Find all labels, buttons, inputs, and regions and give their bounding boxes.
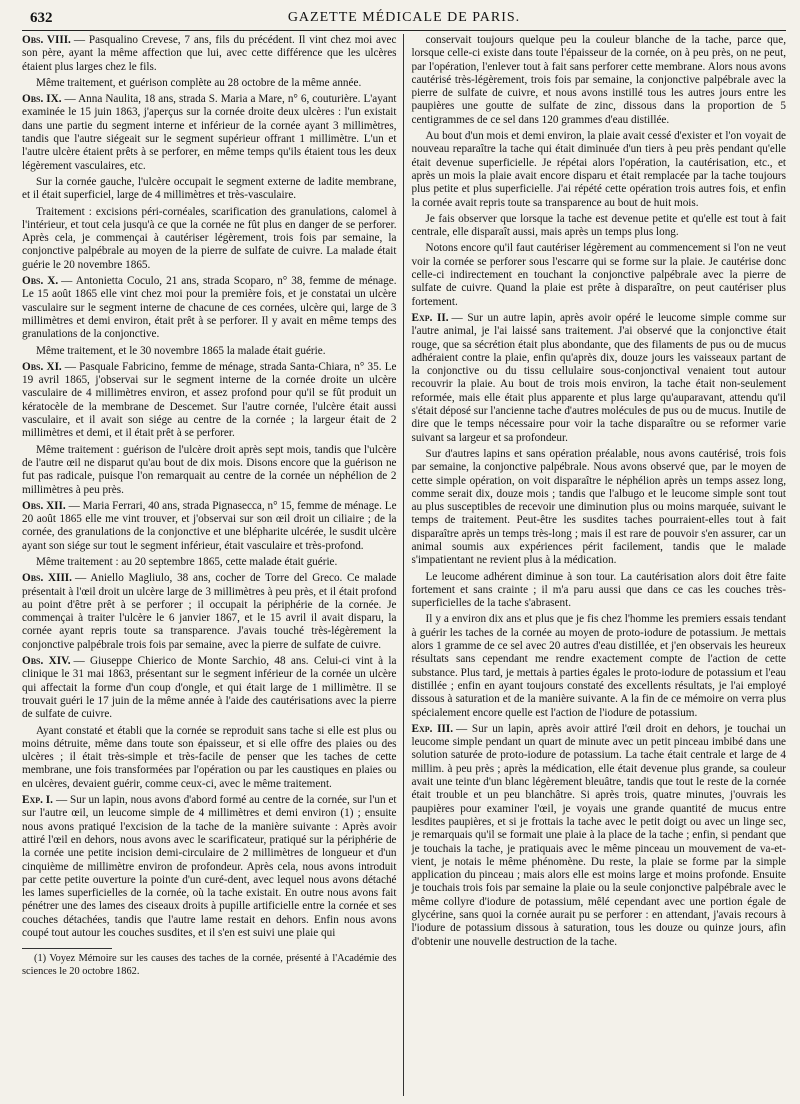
body-paragraph bbox=[412, 613, 787, 719]
paragraph-text: Sur d'autres lapins et sans opération préalable, nous avons cautérisé, trois fois par semaine, la conjonctive palpébrale. Nous avons observé que, par le moyen de cette simple opération, on voit disparaître le néphélion après un temps assez long, comme serait dix, douze mois ; tandis que l'albugo et le leucome simple sont tout au plus susceptibles de recevoir une diminution plus ou moins marquée, suivant le temps de traitement. Peut-être les susdites taches pourraient-elles tout à fait disparaître après un temps très-long ; mais il est rare de pouvoir s'en assurer, car un animal soumis aux expériences périt facilement, tandis que le malade s'impatientant ne revient plus à la médication. bbox=[411, 447, 787, 567]
observation-paragraph bbox=[22, 500, 397, 553]
paragraph-label: Obs. VIII. bbox=[22, 34, 71, 46]
paragraph-text: Je fais observer que lorsque la tache est devenue petite et qu'elle est tout à fait centrale, elle disparaît aussi, mais après un temps plus long. bbox=[411, 212, 787, 239]
body-paragraph bbox=[22, 556, 397, 569]
experiment-paragraph bbox=[22, 794, 397, 940]
paragraph-text: — Sur un lapin, nous avons d'abord formé au centre de la cornée, sur l'un et sur l'autre œil, un leucome simple de 4 millimètres et demi environ (1) ; ensuite nous avons pratiqué l'excision de la tache de la manière suivante : Après avoir attiré l'œil en dehors, nous avons avec le scarificateur, pratiqué sur la périphérie de la cornée une petite incision demi-circulaire de 2 millimètres de longueur et d'un cinquième de millimètre environ de profondeur. Après cela, nous avons introduit par cette petite ouverture la pointe d'un curé-dent, avec lequel nous avons détaché les lames superficielles de la cornée, où la tache existait. En outre nous avons fait pénétrer une des lames des ciseaux droits à pupille artificielle entre la cornée et ses couches détachées, tandis que l'autre lame restait en dehors. Enfin nous avons coupé tout autour les couches susdites, et il s'en est suivi une plaie qui bbox=[22, 794, 397, 939]
paragraph-text: — Aniello Magliulo, 38 ans, cocher de Torre del Greco. Ce malade présentait à l'œil droit un ulcère large de 3 millimètres à peu près, et il était profond au point d'être prêt à se perforer ; il occupait la périphérie de la cornée. Je commençai à traiter l'ulcère le 6 janvier 1867, et le 15 avril il avait disparu, la cornée ayant repris toute sa transparence. J'avais touché très-légèrement la conjonctive palpébrale trois fois par semaine, avec la pierre de sulfate de cuivre. bbox=[22, 572, 397, 651]
body-paragraph bbox=[22, 345, 397, 358]
paragraph-label: Obs. XIV. bbox=[22, 655, 71, 668]
paragraph-text: Notons encore qu'il faut cautériser légèrement au commencement si l'on ne veut voir la cornée se perforer sous l'escarre qui se forme sur la plaie. Je cautérise donc celle-ci indirectement en touchant la conjonctive palpébrale avec la pierre de sulfate de cuivre. Quand la plaie est prête à disparaître, on peut cautériser plus fortement. bbox=[411, 242, 787, 308]
paragraph-text: Il y a environ dix ans et plus que je fis chez l'homme les premiers essais tendant à guérir les taches de la cornée au moyen de proto-iodure de potassium. Je mettais alors 1 gramme de ce sel avec 20 autres d'eau distillée, et j'en observais les heureux résultats sans cependant me rendre exactement compte de l'action de cette substance. Plus tard, je mettais à parties égales le proto-iodure de potassium et l'eau distillée ; enfin en ayant toujours constaté des excellents résultats, je l'ai employé dissous à saturation et de la manière suivante. A la fin de ce mémoire on verra plus spécialement encore quelle est l'action de l'iodure de potassium. bbox=[411, 613, 787, 719]
observation-paragraph bbox=[22, 275, 397, 341]
paragraph-label: Obs. XI. bbox=[22, 360, 62, 373]
paragraph-text: — Antonietta Coculo, 21 ans, strada Scoparo, n° 38, femme de ménage. Le 15 août 1865 elle vint chez moi pour la première fois, et je constatai un ulcère vasculaire sur le segment interne de chacune de ces cornées, ulcère qui, large de 3 millimètres et demi environ, était prêt à se perforer. Il y avait en même temps des granulations de la conjonctive. bbox=[22, 275, 397, 341]
observation-paragraph bbox=[22, 93, 397, 173]
paragraph-text: Sur la cornée gauche, l'ulcère occupait le segment externe de ladite membrane, et il était superficiel, large de 4 millimètres et très-vasculaire. bbox=[22, 175, 397, 202]
paragraph-text: Traitement : excisions péri-cornéales, scarification des granulations, calomel à l'intérieur, et tout cela jusqu'à ce que la cornée ne fût plus en danger de se perforer. Après cela, je commençai à cautériser légèrement, trois fois par semaine, la conjonctive palpébrale au moyen de la pierre de sulfate de cuivre. La malade était guérie le 20 novembre 1865. bbox=[22, 205, 397, 271]
paragraph-text: — Sur un lapin, après avoir attiré l'œil droit en dehors, je touchai un leucome simple pendant un quart de minute avec un petit pinceau imbibé dans une solution saturée de proto-iodure de potassium. La tache était centrale et large de 4 millim. à peu près ; après la médication, elle était devenue plus grande, sa couleur avait une teinte d'un blanc légèrement bleuâtre, tandis que tout le reste de la cornée était trouble et un peu blanchâtre. Si après trois, quatre minutes, j'ouvrais les paupières pour examiner l'œil, je voyais une grande quantité de mucus entre lesdites paupières, et si je frottais la tache avec le petit doigt ou avec un linge sec, je remarquais qu'il se formait une plaie à la place de la tache ; enfin, si pendant que je touchais la tache, je pratiquais avec le même pinceau un mouvement de va-et-vient, je notais le même phénomène. Du reste, la plaie se forme par la simple application du pinceau ; mais alors elle est moins large et moins profonde. Ensuite je touchais trois fois par semaine la plaie ou la seule conjonctive palpébrale avec le même collyre d'iodure de potassium, mêlé cependant avec une portion égale de glycérine, sans quoi la cornée aurait pu se perforer : en attendant, j'avais recours à l'iodure de potassium dissous à saturation, tous les douze ou quinze jours, afin d'obtenir une nouvelle destruction de la tache. bbox=[411, 722, 787, 948]
paragraph-label: Obs. IX. bbox=[22, 93, 62, 106]
body-paragraph bbox=[22, 444, 397, 497]
paragraph-label: Exp. I. bbox=[22, 794, 53, 807]
body-paragraph bbox=[412, 34, 787, 127]
body-paragraph bbox=[22, 77, 397, 90]
right-column bbox=[404, 34, 787, 1096]
footnote: (1) Voyez Mémoire sur les causes des taches de la cornée, présenté à l'Académie des sciences le 20 octobre 1862. bbox=[22, 953, 397, 977]
body-paragraph bbox=[22, 206, 397, 272]
paragraph-text: Ayant constaté et établi que la cornée se reproduit sans tache si elle est plus ou moins détruite, même dans toute son épaisseur, et si elle offre des plaies ou des ulcères ; il était très-simple et très-facile de penser que les taches de cette membrane, une fois transformées par l'opération ou par les caustiques en plaies ou en ulcères, devaient guérir, comme ceux-ci, avec le même traitement. bbox=[22, 724, 397, 790]
running-title: GAZETTE MÉDICALE DE PARIS. bbox=[287, 10, 521, 25]
observation-paragraph bbox=[22, 572, 397, 652]
paragraph-text: — Anna Naulita, 18 ans, strada S. Maria a Mare, n° 6, couturière. L'ayant examinée le 15 juin 1863, j'aperçus sur la cornée droite deux ulcères : l'un existait dans une partie du segment interne et inférieur de la cornée ayant 3 millimètres, tandis que l'autre siégeait sur le segment supérieur offrant 1 millimètre. L'un et l'autre ulcère étaient prêts à se perforer, en même temps qu'ils étaient tous les deux légèrement vasculaires, etc. bbox=[22, 93, 397, 172]
body-paragraph bbox=[412, 130, 787, 210]
paragraph-text: Au bout d'un mois et demi environ, la plaie avait cessé d'exister et l'on voyait de nouveau reparaître la tache qui était diminuée d'un tiers à peu près pendant qu'elle était devenue superficielle. Je répétai alors l'opération, la cautérisation, etc., et après un mois la plaie avait encore disparu et était remplacée par la tache toujours plus petite et plus superficielle. J'ai répété cette opération trois autres fois, et enfin la cornée avait repris toute sa transparence au bout de huit mois. bbox=[411, 130, 787, 209]
paragraph-label: Obs. XIII. bbox=[22, 572, 72, 585]
experiment-paragraph bbox=[412, 312, 787, 445]
body-paragraph bbox=[412, 571, 787, 611]
experiment-paragraph bbox=[412, 723, 787, 949]
two-column-body bbox=[22, 34, 786, 1096]
paragraph-label: Exp. II. bbox=[411, 311, 449, 324]
paragraph-text: Même traitement : guérison de l'ulcère droit après sept mois, tandis que l'ulcère de l'autre œil ne disparut qu'au bout de dix mois. Disons encore que la guérison ne fut pas radicale, puisque l'on remarquait au centre de la cornée un néphélion de 2 millimètres à peu près. bbox=[22, 443, 397, 496]
paragraph-text: Même traitement, et le 30 novembre 1865 la malade était guérie. bbox=[36, 344, 326, 357]
body-paragraph bbox=[412, 242, 787, 308]
body-paragraph bbox=[22, 725, 397, 791]
footnote-separator bbox=[22, 948, 112, 949]
paragraph-label: Exp. III. bbox=[411, 722, 454, 735]
body-paragraph bbox=[412, 448, 787, 568]
observation-paragraph bbox=[22, 655, 397, 721]
paragraph-text: — Sur un autre lapin, après avoir opéré le leucome simple comme sur l'autre animal, je l'ai laissé sans traitement. J'ai observé que la conjonctive était rouge, que sa sécrétion était plus abondante, que des filaments de pus ou de mucus adhéraient contre la plaie, enfin qu'après dix, douze jours les vaisseaux partant de la conjonctive ou du tissu cellulaire sous-conjonctival venaient tout autour recouvrir la plaie. Au bout de trois mois environ, la tache était non-seulement reformée, mais elle était plus apparente et plus large qu'auparavant, attendu qu'il s'était déposé sur l'ancienne tache d'autres molécules de pus ou de mucus. Inutile de dire que le temps nécessaire pour voir la tache disparaître ou se reformer varie suivant sa largeur et sa profondeur. bbox=[411, 311, 787, 444]
paragraph-text: — Maria Ferrari, 40 ans, strada Pignasecca, n° 15, femme de ménage. Le 20 août 1865 elle me vint trouver, et j'observai sur son œil droit un ciliaire ; de la cornée, des granulations de la conjonctive et une blépharite ulcérée, le susdit ulcère ayant son siége sur tout le segment inférieur, était vasculaire et très-profond. bbox=[22, 499, 397, 552]
paragraph-text: — Pasqualino Crevese, 7 ans, fils du précédent. Il vint chez moi avec son père, ayant la même affection que lui, avec cette différence que les ulcères étaient plus larges chez le fils. bbox=[22, 34, 397, 73]
paragraph-text: Même traitement, et guérison complète au 28 octobre de la même année. bbox=[36, 76, 362, 89]
body-paragraph bbox=[412, 213, 787, 240]
paragraph-label: Obs. X. bbox=[22, 275, 59, 288]
paragraph-text: Même traitement : au 20 septembre 1865, cette malade était guérie. bbox=[36, 555, 338, 568]
paragraph-text: conservait toujours quelque peu la couleur blanche de la tache, parce que, lorsque celle-ci existe dans toute l'épaisseur de la cornée, on à peu près, on ne peut, par l'opération, l'enlever tout à fait sans perforer cette membrane. Alors nous avons cautérisé très-légèrement, trois fois par semaine, la conjonctive palpébrale avec la pierre de sulfate de cuivre, et nous avons instillé tous les autres jours entre les paupières une goutte de sulfate de zinc, dissous dans la proportion de 5 centigrammes de ce sel dans 120 grammes d'eau distillée. bbox=[411, 34, 787, 126]
left-column bbox=[22, 34, 403, 1096]
paragraph-text: — Pasquale Fabricino, femme de ménage, strada Santa-Chiara, n° 35. Le 19 avril 1865, j'observai sur le segment interne de la cornée droite un ulcère vasculaire de 4 millimètres environ, et assez profond pour qu'il se fût produit un kératocèle de la membrane de Descemet. Sur l'autre cornée, l'ulcère était aussi vasculaire, et il avait son siége au centre de la cornée ; la largeur était de 2 millimètres et demi, et il était prêt à se perforer. bbox=[22, 360, 397, 440]
paragraph-label: Obs. XII. bbox=[22, 499, 66, 512]
paragraph-text: — Giuseppe Chierico de Monte Sarchio, 48 ans. Celui-ci vint à la clinique le 31 mai 1863, présentant sur le segment inférieur de la cornée un ulcère qui affectait la forme d'un coup d'ongle, et qui était large de 1 millimètre. Il se trouvait guéri le 17 juin de la même année à l'aide des cautérisations avec la pierre de sulfate de cuivre. bbox=[22, 655, 397, 721]
paragraph-text: Le leucome adhérent diminue à son tour. La cautérisation alors doit être faite fortement et sans crainte ; il m'a paru aussi que dans ce cas les couches très-superficielles de la tache s'abrasent. bbox=[411, 570, 787, 610]
observation-paragraph bbox=[22, 34, 397, 74]
observation-paragraph bbox=[22, 361, 397, 441]
body-paragraph bbox=[22, 176, 397, 203]
page-header bbox=[22, 8, 786, 31]
page-number: 632 bbox=[30, 10, 53, 26]
